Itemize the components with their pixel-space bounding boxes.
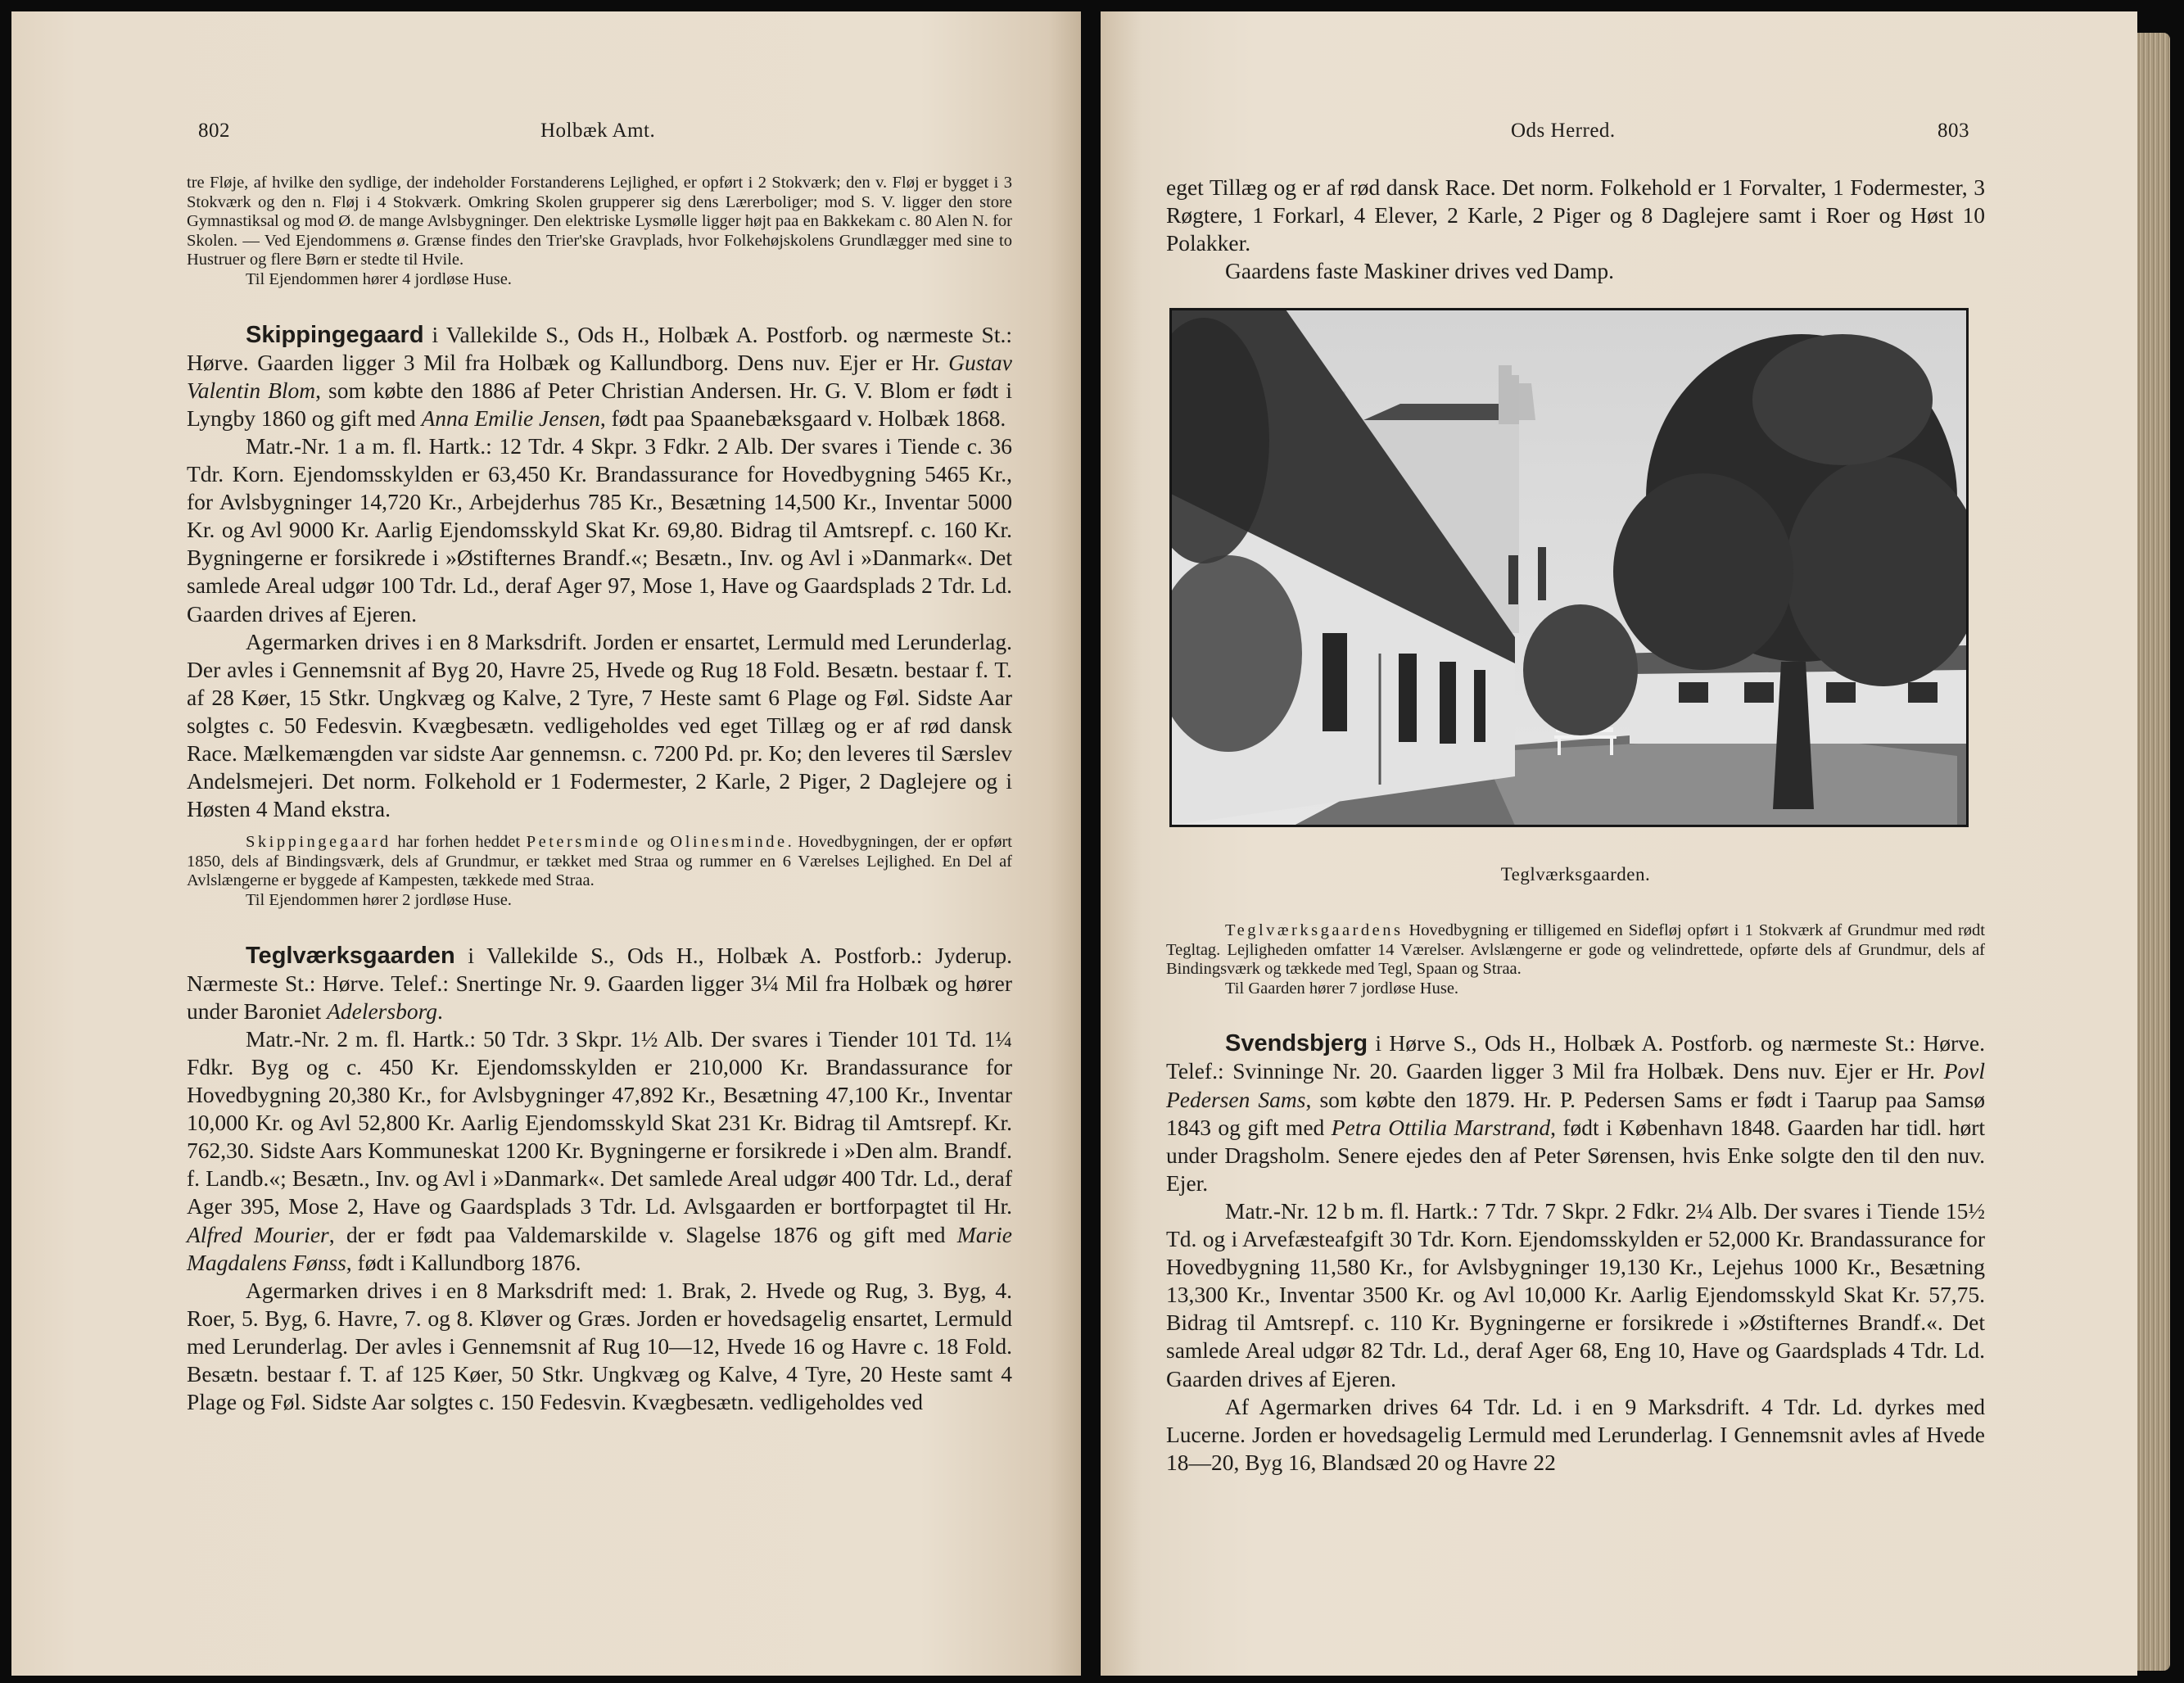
tenant-name: Alfred Mourier	[187, 1221, 329, 1247]
skippingegaard-note	[187, 833, 1012, 910]
left-page-text	[187, 174, 1012, 1416]
entry-title: Svendsbjerg	[1225, 1030, 1368, 1057]
entry-paragraph: Agermarken drives i en 8 Marksdrift med: 1. Brak, 2. Hvede og Rug, 3. Byg, 4. Roer, 5. Byg, 6. Havre, 7. og 8. Kløver og Græs. Jorden er hovedsagelig ensartet, Lermuld med Lerunderlag. Der avles i Gennemsnit af Rug 10—12, Hvede 16 og Havre c. 18 Fold. Besætn. bestaar f. T. af 125 Køer, 50 Stkr. Ungkvæg og Kalve, 4 Tyre, 20 Heste samt 4 Plage og Føl. Sidste Aar solgtes c. 150 Fedesvin. Kvægbesætn. vedligeholdes ved	[187, 1277, 1012, 1415]
entry-paragraph: Teglværksgaarden i Vallekilde S., Ods H., Holbæk A. Postforb.: Jyderup. Nærmeste St.: Hørve. Telef.: Snertinge Nr. 9. Gaarden ligger 3¼ Mil fra Holbæk og hører under Baroniet Adelersborg.	[187, 942, 1012, 1024]
entry-paragraph: Matr.-Nr. 2 m. fl. Hartk.: 50 Tdr. 3 Skpr. 1½ Alb. Der svares i Tiender 101 Td. 1¼ Fdkr. Byg og c. 450 Kr. Ejendomsskylden er 210,000 Kr. Brandassurance for Hovedbygning 20,380 Kr., for Avlsbygninger 47,892 Kr., Besætning 47,100 Kr., Inventar 10,000 Kr. og Avl 52,800 Kr. Aarlig Ejendomsskyld Skat 231 Kr. Bidrag til Amtsrepf. Kr. 762,30. Sidste Aars Kommuneskat 1200 Kr. Bygningerne er forsikrede i »Den alm. Brandf. f. Landb.«; Besætn., Inv. og Avl i »Danmark«. Det samlede Areal udgør 400 Tdr. Ld., deraf Ager 395, Mose 2, Have og Gaardsplads 3 Tdr. Ld. Avlsgaarden er bortforpagtet til Hr. Alfred Mourier, der er født paa Valdemarskilde v. Slagelse 1876 og gift med Marie Magdalens Fønss, født i Kallundborg 1876.	[187, 1025, 1013, 1275]
entry-paragraph: Af Agermarken drives 64 Tdr. Ld. i en 9 Marksdrift. 4 Tdr. Ld. dyrkes med Lucerne. Jorden er hovedsagelig Lermuld med Lerunderlag. I Gennemsnit avles af Hvede 18—20, Byg 16, Blandsæd 20 og Havre 22	[1166, 1393, 1985, 1475]
wife-name: Anna Emilie Jensen	[421, 405, 600, 431]
entry-svendsbjerg	[1166, 1029, 1985, 1477]
entry-title: Teglværksgaarden	[246, 942, 455, 969]
right-page-number: 803	[1938, 120, 1969, 142]
barony-name: Adelersborg	[327, 998, 437, 1024]
entry-skippingegaard	[187, 321, 1012, 824]
entry-paragraph: Skippingegaard i Vallekilde S., Ods H., Holbæk A. Postforb. og nærmeste St.: Hørve. Gaarden ligger 3 Mil fra Holbæk og Kallundborg. Dens nuv. Ejer er Hr. Gustav Valentin Blom, som købte den 1886 af Peter Christian Andersen. Hr. G. V. Blom er født i Lyngby 1860 og gift med Anna Emilie Jensen, født paa Spaanebæksgaard v. Holbæk 1868.	[187, 321, 1012, 431]
intro-houses-note: Til Ejendommen hører 4 jordløse Huse.	[246, 269, 512, 288]
owner-name: Gustav Valentin Blom	[187, 349, 1012, 403]
entry-title: Skippingegaard	[246, 321, 424, 348]
farm-photo	[1169, 308, 1969, 827]
wife-name: Petra Ottilia Marstrand	[1331, 1114, 1551, 1140]
owner-name: Povl Pedersen Sams	[1166, 1058, 1985, 1112]
page-edges	[2137, 33, 2170, 1671]
farm-photo-image	[1171, 310, 1967, 826]
continuation-paragraph: eget Tillæg og er af rød dansk Race. Det norm. Folkehold er 1 Forvalter, 1 Fodermester, 3 Røgtere, 1 Forkarl, 4 Elever, 2 Karle, 2 Piger og 8 Daglejere samt i Roer og Høst 10 Polakker.	[1166, 174, 1985, 256]
entry-paragraph: Matr.-Nr. 12 b m. fl. Hartk.: 7 Tdr. 7 Skpr. 2 Fdkr. 2¼ Alb. Der svares i Tiende 15½ Td. og i Arvefæsteafgift 30 Tdr. Korn. Ejendomsskylden er 52,000 Kr. Brandassurance for Hovedbygning 11,580 Kr., for Avlsbygninger 19,130 Kr., Lejehus 1000 Kr., Besætning 13,300 Kr., Inventar 3500 Kr. og Avl 10,000 Kr. Aarlig Ejendomsskyld Skat Kr. 57,75. Bidrag til Amtsrepf. c. 110 Kr. Bygningerne er forsikrede i »Østifternes Brandf.«. Det samlede Areal udgør 82 Tdr. Ld., deraf Ager 68, Eng 10, Have og Gaardsplads 4 Tdr. Ld. Gaarden drives af Ejeren.	[1166, 1197, 1985, 1391]
entry-teglvaerksgaarden	[187, 942, 1012, 1417]
entry-paragraph: Svendsbjerg i Hørve S., Ods H., Holbæk A. Postforb. og nærmeste St.: Hørve. Telef.: Svinninge Nr. 20. Gaarden ligger 3 Mil fra Holbæk. Dens nuv. Ejer er Hr. Povl Pedersen Sams, som købte den 1879. Hr. P. Pedersen Sams er født i Taarup paa Samsø 1843 og gift med Petra Ottilia Marstrand, født i København 1848. Gaarden har tidl. hørt under Dragsholm. Senere ejedes den af Peter Sørensen, hvis Enke solgte den til den nuv. Ejer.	[1166, 1030, 1985, 1196]
tenant-wife-name: Marie Magdalens Fønss	[187, 1221, 1013, 1275]
right-page-continuation	[1166, 174, 1985, 285]
intro-note	[187, 174, 1012, 290]
continuation-paragraph: Gaardens faste Maskiner drives ved Damp.	[1225, 258, 1614, 284]
entry-paragraph: Matr.-Nr. 1 a m. fl. Hartk.: 12 Tdr. 4 Skpr. 3 Fdkr. 2 Alb. Der svares i Tiende c. 36 Tdr. Korn. Ejendomsskylden er 63,450 Kr. Brandassurance for Hovedbygning 5465 Kr., for Avlsbygninger 14,720 Kr., Arbejderhus 785 Kr., Besætning 14,500 Kr., Inventar 5000 Kr. og Avl 9000 Kr. Aarlig Ejendomsskyld Skat Kr. 69,80. Bidrag til Amtsrepf. c. 160 Kr. Bygningerne er forsikrede i »Østifternes Brandf.«; Besætn., Inv. og Avl i »Danmark«. Det samlede Areal udgør 100 Tdr. Ld., deraf Ager 97, Mose 1, Have og Gaardsplads 2 Tdr. Ld. Gaarden drives af Ejeren.	[187, 432, 1012, 627]
intro-paragraph: tre Fløje, af hvilke den sydlige, der indeholder Forstanderens Lejlighed, er opført i 2 Stokværk; den v. Fløj er bygget i 3 Stokværk og den n. Fløj i 4 Stokværk. Omkring Skolen grupperer sig dens Lærerboliger; mod S. V. ligger den store Gymnastiksal og mod Ø. de mange Avlsbygninger. Den elektriske Lysmølle ligger højt paa en Bakkekam c. 80 Alen N. for Skolen. — Ved Ejendommens ø. Grænse findes den Trier'ske Gravplads, hvor Folkehøjskolens Grundlægger med sine to Hustruer og flere Børn er stedte til Hvile.	[187, 174, 1012, 269]
left-running-head: Holbæk Amt.	[540, 120, 656, 142]
teglvaerksgaarden-note	[1166, 921, 1985, 998]
entry-paragraph: Agermarken drives i en 8 Marksdrift. Jorden er ensartet, Lermuld med Lerunderlag. Der avles i Gennemsnit af Byg 20, Havre 25, Hvede og Rug 18 Fold. Besætn. bestaar f. T. af 28 Køer, 15 Stkr. Ungkvæg og Kalve, 2 Tyre, 7 Heste samt 6 Plage og Føl. Sidste Aar solgtes c. 50 Fedesvin. Kvægbesætn. vedligeholdes ved eget Tillæg og er af rød dansk Race. Mælkemængden var sidste Aar gennemsn. c. 7200 Pd. pr. Ko; den leveres til Særslev Andelsmejeri. Det norm. Folkehold er 1 Fodermester, 2 Karle, 2 Piger, 2 Daglejere og i Høsten 4 Mand ekstra.	[187, 628, 1012, 822]
left-page-number: 802	[198, 120, 230, 142]
note-houses: Til Ejendommen hører 2 jordløse Huse.	[246, 891, 512, 910]
note-paragraph: Teglværksgaardens Hovedbygning er tilligemed en Sidefløj opført i 1 Stokværk af Grundmur med rødt Tegltag. Lejligheden omfatter 14 Værelser. Avlslængerne er gode og velindrettede, opførte dels af Grundmur, dels af Bindingsværk og tækkede med Tegl, Spaan og Straa.	[1166, 921, 1985, 979]
right-running-head: Ods Herred.	[1511, 120, 1616, 142]
note-houses: Til Gaarden hører 7 jordløse Huse.	[1225, 979, 1459, 998]
photo-caption: Teglværksgaarden.	[1500, 864, 1651, 884]
note-paragraph: Skippingegaard har forhen heddet Petersminde og Olinesminde. Hovedbygningen, der er opført 1850, dels af Bindingsværk, dels af Grundmur, er tækket med Straa og rummer en 6 Værelses Lejlighed. En Del af Avlslængerne er byggede af Kampesten, tækkede med Straa.	[187, 833, 1012, 890]
right-page-lower-text	[1166, 921, 1985, 1477]
